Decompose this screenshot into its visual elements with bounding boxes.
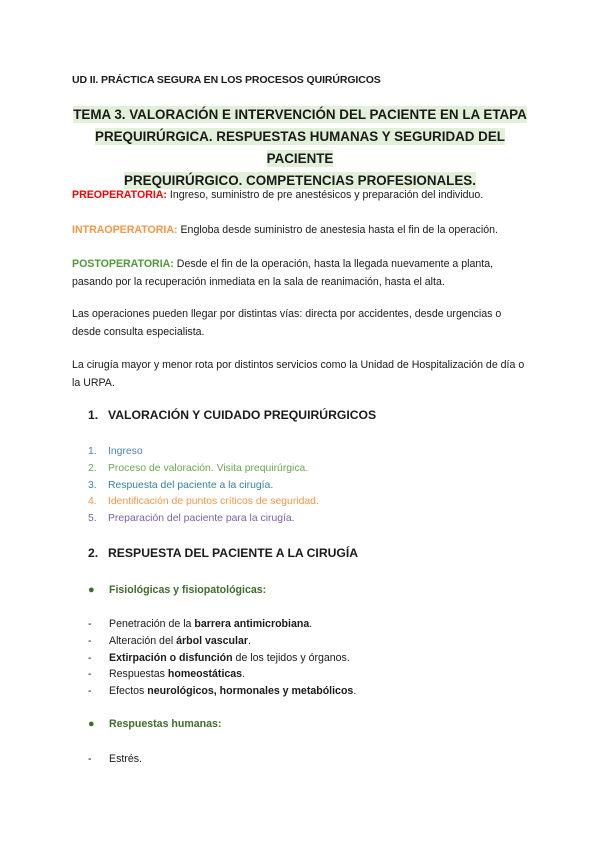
bullet-icon: ● bbox=[88, 718, 95, 730]
bullet-icon: ● bbox=[88, 584, 95, 596]
list-item: 2. Proceso de valoración. Visita prequirúrgica. bbox=[88, 462, 309, 474]
list-item: 1. Ingreso bbox=[88, 446, 143, 457]
section-title: RESPUESTA DEL PACIENTE A LA CIRUGÍA bbox=[108, 546, 359, 560]
dash-list-fisiologicas bbox=[88, 616, 356, 700]
list-item: - Efectos neurológicos, hormonales y metabólicos. bbox=[88, 685, 357, 698]
topic-title-line: PREQUIRÚRGICO. COMPETENCIAS PROFESIONALES. bbox=[124, 173, 476, 188]
subsection-title: Respuestas humanas: bbox=[109, 718, 222, 730]
paragraph-cirugia: La cirugía mayor y menor rota por distintos servicios como la Unidad de Hospitalización de día o la URPA. bbox=[72, 359, 525, 389]
phase-label: PREOPERATORIA: bbox=[72, 189, 167, 201]
topic-title-line: TEMA 3. VALORACIÓN E INTERVENCIÓN DEL PACIENTE EN LA ETAPA bbox=[73, 107, 527, 122]
numbered-list bbox=[88, 444, 319, 528]
topic-title-line: PREQUIRÚRGICA. RESPUESTAS HUMANAS Y SEGURIDAD DEL PACIENTE bbox=[95, 129, 505, 166]
phase-text: Engloba desde suministro de anestesia hasta el fin de la operación. bbox=[177, 224, 498, 236]
phase-preoperatoria bbox=[72, 186, 532, 204]
list-item: - Extirpación o disfunción de los tejidos y órganos. bbox=[88, 651, 350, 664]
phase-intraoperatoria bbox=[72, 221, 532, 239]
list-item: 5. Preparación del paciente para la cirugía. bbox=[88, 513, 295, 525]
section-title: VALORACIÓN Y CUIDADO PREQUIRÚRGICOS bbox=[108, 408, 377, 422]
subsection-title: Fisiológicas y fisiopatológicas: bbox=[109, 584, 267, 596]
subsection-fisiologicas bbox=[88, 584, 266, 596]
section-2-heading bbox=[88, 546, 358, 560]
phase-label: POSTOPERATORIA: bbox=[72, 258, 174, 270]
list-item: 3. Respuesta del paciente a la cirugía. bbox=[88, 479, 274, 491]
unit-heading: UD II. PRÁCTICA SEGURA EN LOS PROCESOS QUIRÚRGICOS bbox=[72, 74, 381, 86]
phase-text: Desde el fin de la operación, hasta la llegada nuevamente a planta, pasando por la recuperación inmediata en la sala de reanimación, hasta el alta. bbox=[72, 258, 494, 288]
list-item: 4. Identificación de puntos críticos de seguridad. bbox=[88, 496, 319, 508]
topic-title bbox=[72, 104, 528, 192]
dash-list-respuestas-humanas bbox=[88, 751, 142, 768]
section-number: 1. bbox=[88, 408, 99, 422]
subsection-respuestas-humanas bbox=[88, 718, 221, 730]
phase-label: INTRAOPERATORIA: bbox=[72, 224, 178, 236]
phase-text: Ingreso, suministro de pre anestésicos y preparación del individuo. bbox=[166, 189, 484, 201]
paragraph-vias: Las operaciones pueden llegar por distintas vías: directa por accidentes, desde urgencias o desde consulta especialista. bbox=[72, 308, 502, 338]
section-number: 2. bbox=[88, 546, 99, 560]
section-1-heading bbox=[88, 408, 376, 422]
list-item: - Penetración de la barrera antimicrobiana. bbox=[88, 618, 313, 630]
list-item: - Estrés. bbox=[88, 753, 142, 765]
list-item: - Respuestas homeostáticas. bbox=[88, 668, 246, 681]
phase-postoperatoria bbox=[72, 255, 532, 291]
list-item: - Alteración del árbol vascular. bbox=[88, 634, 251, 647]
